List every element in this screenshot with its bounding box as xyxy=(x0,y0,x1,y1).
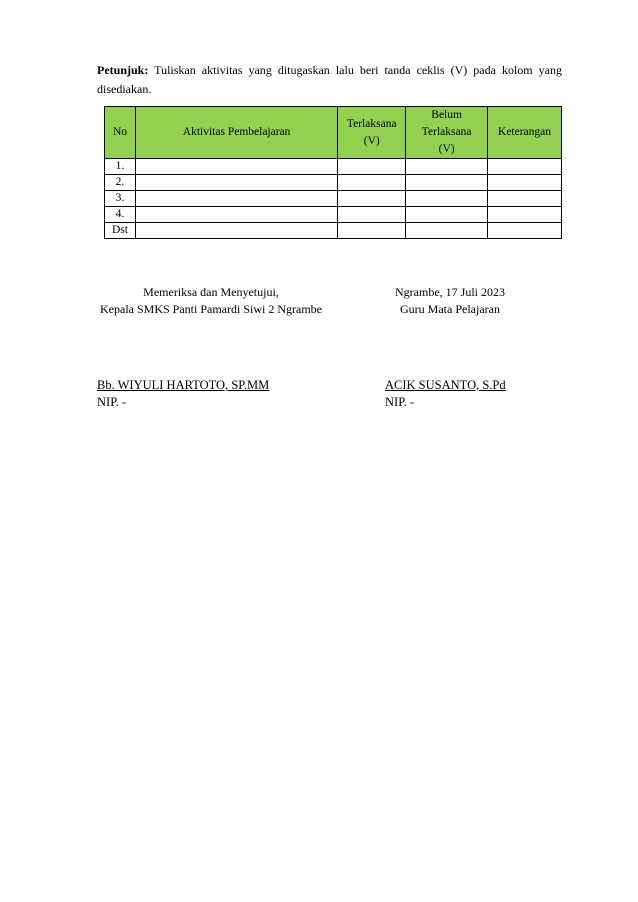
cell-belum-terlaksana xyxy=(406,207,488,223)
cell-terlaksana xyxy=(338,191,406,207)
cell-terlaksana xyxy=(338,223,406,239)
cell-aktivitas xyxy=(135,191,337,207)
cell-belum-terlaksana xyxy=(406,191,488,207)
signature-left-heading xyxy=(80,284,342,318)
instruction-text: Tuliskan aktivitas yang ditugaskan lalu beri tanda ceklis (V) pada kolom yang disediakan. xyxy=(97,63,562,96)
activity-table xyxy=(104,106,562,239)
header-no: No xyxy=(105,107,136,159)
row-number: 1. xyxy=(105,159,136,175)
table-header-row xyxy=(105,107,562,159)
header-terlaksana-line2: (V) xyxy=(363,134,380,147)
signature-right-line2: Guru Mata Pelajaran xyxy=(400,302,500,316)
signature-right-nip: NIP. - xyxy=(385,395,415,409)
cell-keterangan xyxy=(488,159,562,175)
signature-left-nip: NIP. - xyxy=(97,395,127,409)
header-keterangan: Keterangan xyxy=(488,107,562,159)
signature-right-name-block xyxy=(385,377,506,411)
row-number: 3. xyxy=(105,191,136,207)
row-number: Dst xyxy=(105,223,136,239)
cell-aktivitas xyxy=(135,207,337,223)
cell-keterangan xyxy=(488,175,562,191)
cell-belum-terlaksana xyxy=(406,223,488,239)
row-number: 2. xyxy=(105,175,136,191)
table-row xyxy=(105,223,562,239)
cell-terlaksana xyxy=(338,175,406,191)
table-row xyxy=(105,159,562,175)
header-belum-line1: Belum xyxy=(431,109,462,121)
table-row xyxy=(105,207,562,223)
cell-belum-terlaksana xyxy=(406,175,488,191)
header-belum-terlaksana xyxy=(406,107,488,159)
header-belum-line3: (V) xyxy=(438,143,455,155)
row-number: 4. xyxy=(105,207,136,223)
header-belum-line2: Terlaksana xyxy=(421,126,472,138)
header-terlaksana-line1: Terlaksana xyxy=(346,117,397,130)
signature-left-name: Bb. WIYULI HARTOTO, SP.MM xyxy=(97,378,270,392)
signature-left-line1: Memeriksa dan Menyetujui, xyxy=(143,285,279,299)
signature-left-name-block xyxy=(97,377,269,411)
signature-right-line1: Ngrambe, 17 Juli 2023 xyxy=(395,285,505,299)
header-terlaksana xyxy=(338,107,406,159)
cell-aktivitas xyxy=(135,175,337,191)
table-row xyxy=(105,175,562,191)
instruction-label: Petunjuk: xyxy=(97,63,149,77)
cell-keterangan xyxy=(488,223,562,239)
cell-keterangan xyxy=(488,191,562,207)
instruction-paragraph xyxy=(97,61,562,99)
cell-belum-terlaksana xyxy=(406,159,488,175)
cell-keterangan xyxy=(488,207,562,223)
signature-left-line2: Kepala SMKS Panti Pamardi Siwi 2 Ngrambe xyxy=(100,302,322,316)
cell-aktivitas xyxy=(135,223,337,239)
table-row xyxy=(105,191,562,207)
cell-terlaksana xyxy=(338,207,406,223)
cell-terlaksana xyxy=(338,159,406,175)
header-aktivitas: Aktivitas Pembelajaran xyxy=(135,107,337,159)
cell-aktivitas xyxy=(135,159,337,175)
signature-right-name: ACIK SUSANTO, S.Pd xyxy=(385,378,506,392)
signature-right-heading xyxy=(370,284,530,318)
